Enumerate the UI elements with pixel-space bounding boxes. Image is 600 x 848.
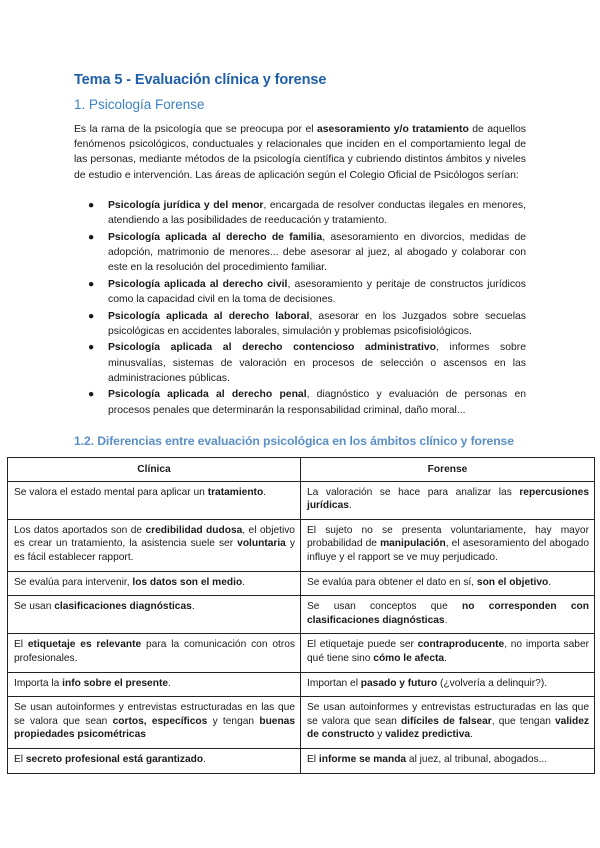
list-item: ● Psicología jurídica y del menor, encargada de resolver conductas ilegales en menores, atendiendo a las posibilidades de reeducación y tratamiento.: [88, 200, 526, 227]
table-cell-clinica: Se evalúa para intervenir, los datos son el medio.: [8, 571, 301, 596]
table-cell-forense: Se usan autoinformes y entrevistas estructuradas en las que se valora que sean difíciles de falsear, que tengan validez de constructo y validez predictiva.: [301, 697, 595, 749]
table-cell-clinica: Se usan autoinformes y entrevistas estructuradas en las que se valora que sean cortos, específicos y tengan buenas propiedades psicométricas: [8, 697, 301, 749]
table-row: [8, 571, 595, 596]
list-item: ● Psicología aplicada al derecho civil, asesoramiento y peritaje de constructos jurídicos como la capacidad civil en la toma de decisiones.: [88, 278, 526, 305]
section-heading-psicologia-forense: 1. Psicología Forense: [74, 97, 205, 112]
list-item: ● Psicología aplicada al derecho contencioso administrativo, informes sobre minusvalías, sistemas de valoración en procesos de selección o ascensos en las administraciones públicas.: [88, 342, 526, 384]
table-cell-forense: El etiquetaje puede ser contraproducente, no importa saber qué tiene sino cómo le afecta.: [301, 634, 595, 672]
application-areas-list: [88, 198, 526, 419]
list-item: ● Psicología aplicada al derecho penal, diagnóstico y evaluación de personas en procesos penales que determinarán la responsabilidad criminal, daño moral...: [88, 389, 526, 416]
table-row: [8, 519, 595, 571]
list-item: ● Psicología aplicada al derecho laboral, asesorar en los Juzgados sobre secuelas psicológicas en accidentes laborales, simulación y problemas psicofisiológicos.: [88, 310, 526, 337]
bullet-icon: ●: [88, 389, 95, 401]
table-row: [8, 748, 595, 773]
table-cell-clinica: El etiquetaje es relevante para la comunicación con otros profesionales.: [8, 634, 301, 672]
table-cell-clinica: Los datos aportados son de credibilidad dudosa, el objetivo es crear un tratamiento, la asistencia suele ser voluntaria y es fácil establecer rapport.: [8, 519, 301, 571]
bullet-icon: ●: [88, 278, 95, 290]
intro-paragraph: Es la rama de la psicología que se preocupa por el asesoramiento y/o tratamiento de aquellos fenómenos psicológicos, conductuales y relacionales que inciden en el comportamiento legal de las personas, mediante métodos de la psicología científica y cubriendo distintos ámbitos y niveles de estudio e intervención. Las áreas de aplicación según el Colegio Oficial de Psicólogos serían:: [74, 124, 526, 181]
table-row: [8, 672, 595, 697]
table-cell-forense: Se evalúa para obtener el dato en sí, son el objetivo.: [301, 571, 595, 596]
comparison-table: [7, 457, 595, 774]
column-header-forense: Forense: [301, 458, 595, 482]
table-cell-clinica: Se usan clasificaciones diagnósticas.: [8, 596, 301, 634]
table-row: [8, 596, 595, 634]
table-cell-forense: El informe se manda al juez, al tribunal, abogados...: [301, 748, 595, 773]
table-cell-clinica: Se valora el estado mental para aplicar un tratamiento.: [8, 481, 301, 519]
bullet-icon: ●: [88, 231, 95, 243]
document-title: Tema 5 - Evaluación clínica y forense: [74, 72, 327, 88]
list-item: ● Psicología aplicada al derecho de familia, asesoramiento en divorcios, medidas de adopción, matrimonio de menores... debe asesorar al juez, al abogado y colaborar con este en la resolución del procedimiento familiar.: [88, 231, 526, 274]
table-row: [8, 634, 595, 672]
table-row: [8, 697, 595, 749]
table-cell-forense: Se usan conceptos que no corresponden con clasificaciones diagnósticas.: [301, 596, 595, 634]
bullet-icon: ●: [88, 200, 95, 211]
table-cell-forense: Importan el pasado y futuro (¿volvería a delinquir?).: [301, 672, 595, 697]
table-cell-forense: La valoración se hace para analizar las repercusiones jurídicas.: [301, 481, 595, 519]
bullet-icon: ●: [88, 310, 95, 322]
bullet-icon: ●: [88, 342, 95, 354]
table-row: [8, 481, 595, 519]
column-header-clinica: Clínica: [8, 458, 301, 482]
section-heading-diferencias: 1.2. Diferencias entre evaluación psicológica en los ámbitos clínico y forense: [74, 434, 514, 448]
table-header-row: [8, 458, 595, 482]
table-cell-clinica: Importa la info sobre el presente.: [8, 672, 301, 697]
table-cell-clinica: El secreto profesional está garantizado.: [8, 748, 301, 773]
table-cell-forense: El sujeto no se presenta voluntariamente, hay mayor probabilidad de manipulación, el asesoramiento del abogado influye y el rapport se ve muy perjudicado.: [301, 519, 595, 571]
